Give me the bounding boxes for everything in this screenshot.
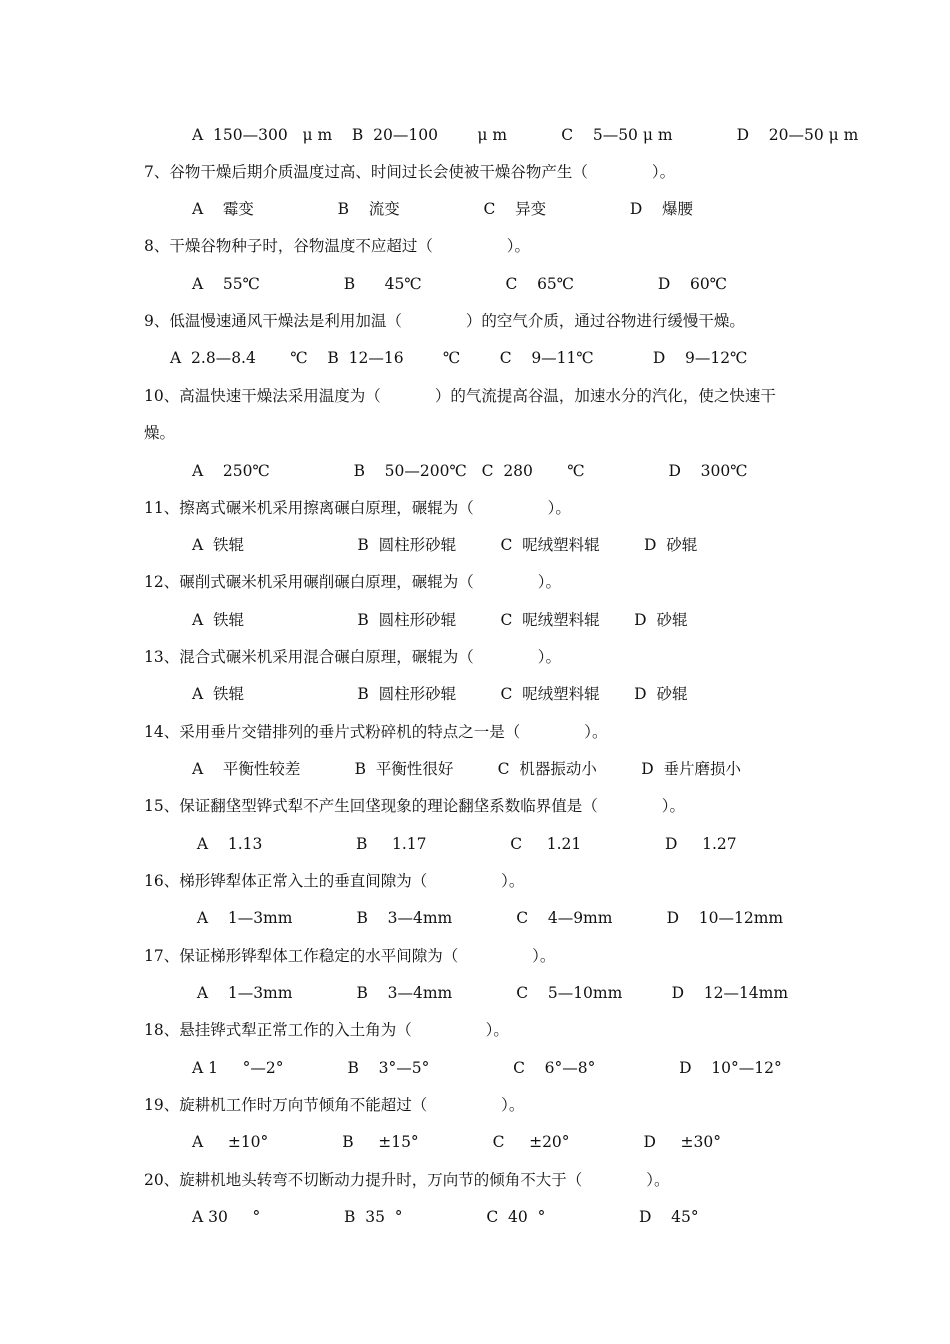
options-q12: A 铁辊 B 圆柱形砂辊 C 呢绒塑料辊 D 砂辊	[192, 611, 688, 629]
question-10: 10、高温快速干燥法采用温度为（ ）的气流提高谷温，加速水分的汽化，使之快速干	[144, 387, 776, 405]
question-17: 17、保证梯形铧犁体工作稳定的水平间隙为（ ）。	[144, 947, 556, 965]
options-q10: A 250℃ B 50—200℃ C 280 ℃ D 300℃	[192, 462, 748, 480]
question-12: 12、碾削式碾米机采用碾削碾白原理，碾辊为（ ）。	[144, 573, 562, 591]
question-13: 13、混合式碾米机采用混合碾白原理，碾辊为（ ）。	[144, 648, 562, 666]
options-q16: A 1—3mm B 3—4mm C 4—9mm D 10—12mm	[192, 909, 784, 927]
options-q13: A 铁辊 B 圆柱形砂辊 C 呢绒塑料辊 D 砂辊	[192, 685, 688, 703]
question-18: 18、悬挂铧式犁正常工作的入土角为（ ）。	[144, 1021, 509, 1039]
question-8: 8、干燥谷物种子时，谷物温度不应超过（ ）。	[144, 237, 531, 255]
options-q9: A 2.8—8.4 ℃ B 12—16 ℃ C 9—11℃ D 9—12℃	[170, 349, 748, 367]
question-16: 16、梯形铧犁体正常入土的垂直间隙为（ ）。	[144, 872, 525, 890]
options-q20: A 30 ° B 35 ° C 40 ° D 45°	[192, 1208, 699, 1226]
question-19: 19、旋耕机工作时万向节倾角不能超过（ ）。	[144, 1096, 525, 1114]
question-20: 20、旋耕机地头转弯不切断动力提升时，万向节的倾角不大于（ ）。	[144, 1171, 670, 1189]
options-q6: A 150—300 μ m B 20—100 μ m C 5—50 μ m D 20—50 μ m	[192, 126, 859, 144]
options-q11: A 铁辊 B 圆柱形砂辊 C 呢绒塑料辊 D 砂辊	[192, 536, 698, 554]
question-7: 7、谷物干燥后期介质温度过高、时间过长会使被干燥谷物产生（ ）。	[144, 163, 676, 181]
question-9: 9、低温慢速通风干燥法是利用加温（ ）的空气介质，通过谷物进行缓慢干燥。	[144, 312, 745, 330]
options-q7: A 霉变 B 流变 C 异变 D 爆腰	[192, 200, 693, 218]
options-q18: A 1 °—2° B 3°—5° C 6°—8° D 10°—12°	[192, 1059, 782, 1077]
question-14: 14、采用垂片交错排列的垂片式粉碎机的特点之一是（ ）。	[144, 723, 608, 741]
options-q17: A 1—3mm B 3—4mm C 5—10mm D 12—14mm	[192, 984, 789, 1002]
options-q14: A 平衡性较差 B 平衡性很好 C 机器振动小 D 垂片磨损小	[192, 760, 742, 778]
options-q8: A 55℃ B 45℃ C 65℃ D 60℃	[192, 275, 728, 293]
question-15: 15、保证翻垡型铧式犁不产生回垡现象的理论翻垡系数临界值是（ ）。	[144, 797, 686, 815]
question-10-cont: 燥。	[144, 424, 176, 442]
question-11: 11、擦离式碾米机采用擦离碾白原理，碾辊为（ ）。	[144, 499, 571, 517]
options-q19: A ±10° B ±15° C ±20° D ±30°	[192, 1133, 721, 1151]
options-q15: A 1.13 B 1.17 C 1.21 D 1.27	[192, 835, 737, 853]
